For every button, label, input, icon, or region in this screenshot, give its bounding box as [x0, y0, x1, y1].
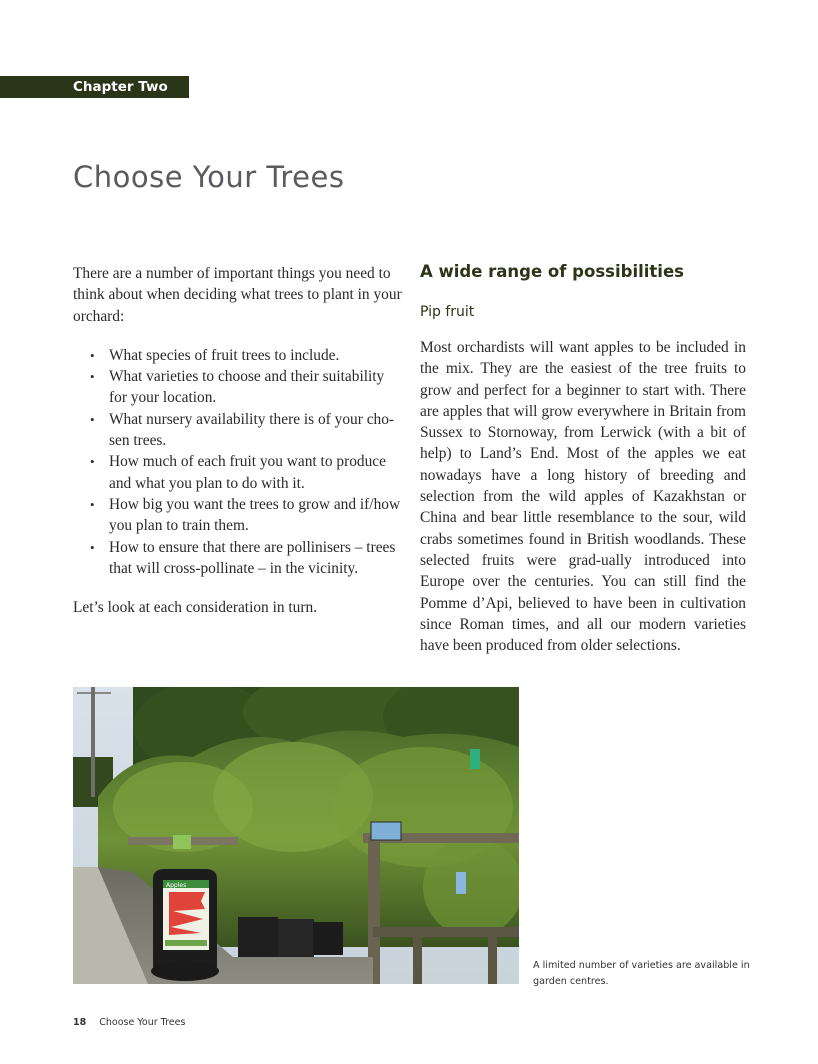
consideration-list: [73, 345, 403, 579]
list-item: • What nursery availability there is of your cho-sen trees.: [90, 410, 395, 450]
sign-text: Apples: [166, 882, 187, 889]
bullet-icon: •: [90, 496, 95, 512]
list-item: • How much of each fruit you want to produce and what you plan to do with it.: [90, 453, 386, 492]
garden-centre-photo: [73, 687, 519, 984]
bullet-icon: •: [90, 369, 95, 385]
bullet-icon: •: [90, 454, 95, 470]
bullet-icon: •: [90, 411, 95, 427]
right-column: [420, 260, 746, 656]
list-item: • How to ensure that there are pollinisers – trees that will cross-pollinate – in the vicinity.: [90, 538, 396, 577]
body-paragraph: Most orchardists will want apples to be included in the mix. They are the easiest of the tree fruits to grow and perfect for a beginner to start with. There are apples that will grow everywhere in Britain from Sussex to Stornoway, from Lerwick (with a bit of help) to Land’s End. Most of the apples we eat nowadays have a long history of breeding and selection from the wild apples of Kazakhstan or China and bear little resemblance to the sour, wild crabs sometimes found in British woodlands. These selected fruits were grad-ually introduced into Europe over the centuries. You can still find the Pomme d’Api, believed to have been in cultivation since Roman times, and all our modern varieties have been produced from older selections.: [420, 339, 746, 655]
bullet-icon: •: [90, 347, 95, 363]
list-item: • How big you want the trees to grow and if/how you plan to train them.: [90, 495, 401, 535]
list-item: • What species of fruit trees to include.: [109, 345, 403, 366]
chapter-label: Chapter Two: [73, 79, 168, 95]
figure-caption: A limited number of varieties are available in garden centres.: [533, 960, 750, 987]
running-title: Choose Your Trees: [99, 1017, 186, 1028]
page-title: Choose Your Trees: [73, 160, 345, 194]
chapter-label-bar: [0, 76, 189, 98]
section-heading: A wide range of possibilities: [420, 262, 684, 281]
intro-paragraph: There are a number of important things you need to think about when deciding what trees to plant in your orchard:: [73, 265, 402, 325]
left-column: [73, 263, 403, 618]
page-footer: [73, 1017, 185, 1028]
sub-heading: Pip fruit: [420, 304, 475, 320]
list-item: • What varieties to choose and their suitability for your location.: [90, 368, 385, 407]
page-number: 18: [73, 1017, 87, 1028]
closing-paragraph: Let’s look at each consideration in turn.: [73, 599, 318, 617]
bullet-icon: •: [90, 539, 95, 555]
